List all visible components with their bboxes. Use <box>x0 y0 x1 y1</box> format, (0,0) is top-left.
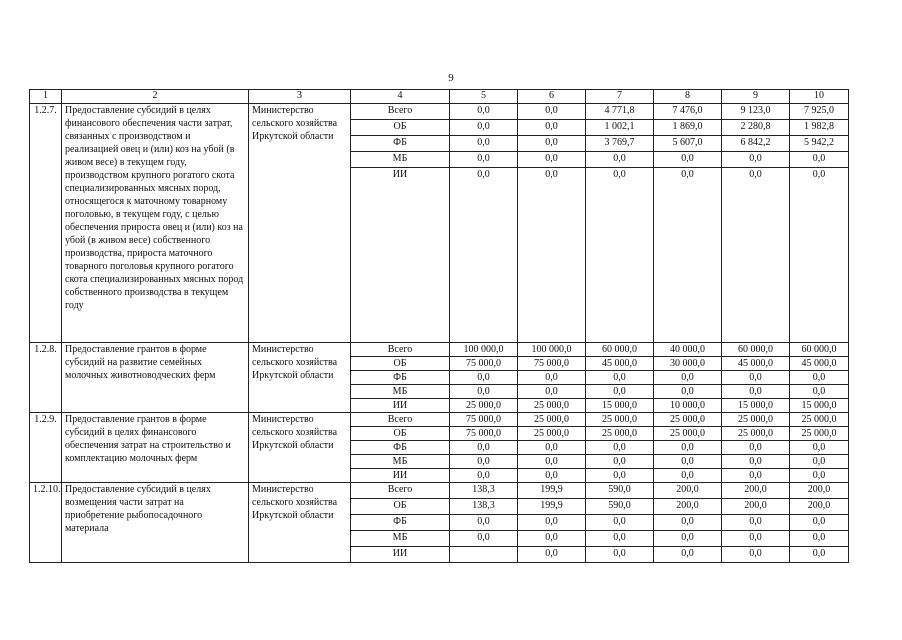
amount-cell: 15 000,0 <box>722 399 790 413</box>
item-description: Предоставление субсидий в целях возмещения части затрат на приобретение рыбопосадочного материала <box>62 483 249 563</box>
amount-cell: 25 000,0 <box>790 427 849 441</box>
amount-cell: 0,0 <box>722 469 790 483</box>
amount-cell: 40 000,0 <box>654 343 722 357</box>
amount-cell: 200,0 <box>654 499 722 515</box>
amount-cell: 138,3 <box>450 483 518 499</box>
amount-cell <box>450 547 518 563</box>
table-row <box>30 413 849 427</box>
amount-cell: 0,0 <box>722 455 790 469</box>
amount-cell: 75 000,0 <box>450 413 518 427</box>
amount-cell: 138,3 <box>450 499 518 515</box>
amount-cell: 10 000,0 <box>654 399 722 413</box>
amount-cell: 199,9 <box>518 499 586 515</box>
amount-cell: 0,0 <box>654 469 722 483</box>
amount-cell: 15 000,0 <box>790 399 849 413</box>
budget-table <box>29 89 849 563</box>
funding-source: ФБ <box>351 136 450 152</box>
amount-cell: 0,0 <box>450 455 518 469</box>
amount-cell: 0,0 <box>518 120 586 136</box>
amount-cell: 25 000,0 <box>518 413 586 427</box>
funding-source: МБ <box>351 455 450 469</box>
header-cell: 8 <box>654 90 722 104</box>
amount-cell: 30 000,0 <box>654 357 722 371</box>
amount-cell: 200,0 <box>654 483 722 499</box>
amount-cell: 15 000,0 <box>586 399 654 413</box>
amount-cell: 3 769,7 <box>586 136 654 152</box>
amount-cell: 0,0 <box>518 455 586 469</box>
amount-cell: 590,0 <box>586 499 654 515</box>
amount-cell: 0,0 <box>586 469 654 483</box>
page-number: 9 <box>448 72 454 84</box>
amount-cell: 0,0 <box>518 168 586 343</box>
amount-cell: 0,0 <box>450 104 518 120</box>
header-cell: 6 <box>518 90 586 104</box>
header-cell: 3 <box>249 90 351 104</box>
amount-cell: 0,0 <box>450 469 518 483</box>
amount-cell: 75 000,0 <box>450 427 518 441</box>
amount-cell: 0,0 <box>518 385 586 399</box>
amount-cell: 200,0 <box>790 499 849 515</box>
header-cell: 2 <box>62 90 249 104</box>
amount-cell: 60 000,0 <box>586 343 654 357</box>
amount-cell: 0,0 <box>790 371 849 385</box>
amount-cell: 0,0 <box>654 515 722 531</box>
amount-cell: 45 000,0 <box>586 357 654 371</box>
amount-cell: 0,0 <box>586 371 654 385</box>
amount-cell: 7 925,0 <box>790 104 849 120</box>
amount-cell: 0,0 <box>450 120 518 136</box>
funding-source: ФБ <box>351 441 450 455</box>
amount-cell: 2 280,8 <box>722 120 790 136</box>
item-executor: Министерство сельского хозяйства Иркутской области <box>249 483 351 563</box>
item-executor: Министерство сельского хозяйства Иркутской области <box>249 343 351 413</box>
amount-cell: 25 000,0 <box>518 427 586 441</box>
funding-source: ОБ <box>351 120 450 136</box>
amount-cell: 25 000,0 <box>586 413 654 427</box>
amount-cell: 0,0 <box>654 441 722 455</box>
amount-cell: 0,0 <box>518 531 586 547</box>
amount-cell: 25 000,0 <box>586 427 654 441</box>
item-code: 1.2.9. <box>30 413 62 483</box>
item-description: Предоставление субсидий в целях финансового обеспечения части затрат, связанных с производством и реализацией овец и (или) коз на убой (в живом весе) в текущем году, производством крупного рогатого скота специализированных мясных пород, относящегося к маточному товарному поголовью, в текущем году, с целью обеспечения прироста овец и (или) коз на убой (в живом весе) собственного производства, прироста маточного товарного поголовья крупного рогатого скота специализированных мясных пород собственного производства в текущем году <box>62 104 249 343</box>
funding-source: ИИ <box>351 469 450 483</box>
amount-cell: 0,0 <box>586 168 654 343</box>
amount-cell: 0,0 <box>790 168 849 343</box>
item-executor: Министерство сельского хозяйства Иркутской области <box>249 104 351 343</box>
amount-cell: 25 000,0 <box>790 413 849 427</box>
header-cell: 5 <box>450 90 518 104</box>
amount-cell: 0,0 <box>586 455 654 469</box>
amount-cell: 0,0 <box>518 547 586 563</box>
amount-cell: 0,0 <box>586 152 654 168</box>
table-body <box>30 90 849 563</box>
amount-cell: 0,0 <box>586 385 654 399</box>
amount-cell: 0,0 <box>722 152 790 168</box>
amount-cell: 5 942,2 <box>790 136 849 152</box>
amount-cell: 6 842,2 <box>722 136 790 152</box>
amount-cell: 0,0 <box>790 385 849 399</box>
funding-source: ИИ <box>351 168 450 343</box>
amount-cell: 25 000,0 <box>654 413 722 427</box>
amount-cell: 0,0 <box>586 547 654 563</box>
amount-cell: 200,0 <box>722 483 790 499</box>
amount-cell: 0,0 <box>722 385 790 399</box>
amount-cell: 0,0 <box>654 547 722 563</box>
item-description: Предоставление грантов в форме субсидий на развитие семейных молочных животноводческих ферм <box>62 343 249 413</box>
funding-source: Всего <box>351 343 450 357</box>
amount-cell: 60 000,0 <box>722 343 790 357</box>
amount-cell: 0,0 <box>722 371 790 385</box>
amount-cell: 0,0 <box>450 136 518 152</box>
amount-cell: 0,0 <box>518 441 586 455</box>
amount-cell: 0,0 <box>654 152 722 168</box>
item-code: 1.2.7. <box>30 104 62 343</box>
header-cell: 7 <box>586 90 654 104</box>
amount-cell: 0,0 <box>790 515 849 531</box>
amount-cell: 0,0 <box>790 455 849 469</box>
amount-cell: 1 982,8 <box>790 120 849 136</box>
header-row <box>30 90 849 104</box>
header-cell: 4 <box>351 90 450 104</box>
amount-cell: 0,0 <box>450 441 518 455</box>
amount-cell: 1 869,0 <box>654 120 722 136</box>
funding-source: ОБ <box>351 499 450 515</box>
funding-source: ИИ <box>351 547 450 563</box>
header-cell: 10 <box>790 90 849 104</box>
amount-cell: 0,0 <box>450 371 518 385</box>
amount-cell: 5 607,0 <box>654 136 722 152</box>
header-cell: 9 <box>722 90 790 104</box>
amount-cell: 0,0 <box>654 455 722 469</box>
amount-cell: 100 000,0 <box>518 343 586 357</box>
header-cell: 1 <box>30 90 62 104</box>
amount-cell: 0,0 <box>790 547 849 563</box>
amount-cell: 0,0 <box>518 371 586 385</box>
amount-cell: 0,0 <box>790 469 849 483</box>
amount-cell: 45 000,0 <box>790 357 849 371</box>
item-code: 1.2.8. <box>30 343 62 413</box>
amount-cell: 0,0 <box>450 152 518 168</box>
amount-cell: 0,0 <box>518 104 586 120</box>
amount-cell: 25 000,0 <box>722 413 790 427</box>
amount-cell: 0,0 <box>722 547 790 563</box>
amount-cell: 0,0 <box>654 385 722 399</box>
amount-cell: 0,0 <box>722 515 790 531</box>
funding-source: МБ <box>351 531 450 547</box>
amount-cell: 590,0 <box>586 483 654 499</box>
amount-cell: 0,0 <box>790 441 849 455</box>
amount-cell: 0,0 <box>518 469 586 483</box>
item-code: 1.2.10. <box>30 483 62 563</box>
amount-cell: 200,0 <box>722 499 790 515</box>
amount-cell: 0,0 <box>450 515 518 531</box>
amount-cell: 0,0 <box>518 515 586 531</box>
table-row <box>30 343 849 357</box>
amount-cell: 0,0 <box>654 168 722 343</box>
amount-cell: 4 771,8 <box>586 104 654 120</box>
amount-cell: 0,0 <box>654 531 722 547</box>
amount-cell: 0,0 <box>518 136 586 152</box>
table-row <box>30 104 849 120</box>
funding-source: МБ <box>351 385 450 399</box>
funding-source: Всего <box>351 104 450 120</box>
amount-cell: 25 000,0 <box>722 427 790 441</box>
funding-source: Всего <box>351 483 450 499</box>
amount-cell: 25 000,0 <box>450 399 518 413</box>
funding-source: ОБ <box>351 357 450 371</box>
funding-source: ФБ <box>351 515 450 531</box>
funding-source: ОБ <box>351 427 450 441</box>
amount-cell: 100 000,0 <box>450 343 518 357</box>
amount-cell: 0,0 <box>722 168 790 343</box>
amount-cell: 75 000,0 <box>450 357 518 371</box>
funding-source: Всего <box>351 413 450 427</box>
item-executor: Министерство сельского хозяйства Иркутской области <box>249 413 351 483</box>
amount-cell: 0,0 <box>450 385 518 399</box>
funding-source: ИИ <box>351 399 450 413</box>
amount-cell: 60 000,0 <box>790 343 849 357</box>
funding-source: МБ <box>351 152 450 168</box>
item-description: Предоставление грантов в форме субсидий в целях финансового обеспечения затрат на строительство и комплектацию молочных ферм <box>62 413 249 483</box>
amount-cell: 0,0 <box>518 152 586 168</box>
amount-cell: 75 000,0 <box>518 357 586 371</box>
amount-cell: 45 000,0 <box>722 357 790 371</box>
amount-cell: 0,0 <box>586 531 654 547</box>
amount-cell: 0,0 <box>790 531 849 547</box>
amount-cell: 0,0 <box>790 152 849 168</box>
amount-cell: 199,9 <box>518 483 586 499</box>
amount-cell: 25 000,0 <box>654 427 722 441</box>
amount-cell: 7 476,0 <box>654 104 722 120</box>
amount-cell: 9 123,0 <box>722 104 790 120</box>
funding-source: ФБ <box>351 371 450 385</box>
amount-cell: 200,0 <box>790 483 849 499</box>
amount-cell: 0,0 <box>722 531 790 547</box>
amount-cell: 0,0 <box>450 531 518 547</box>
table-row <box>30 483 849 499</box>
amount-cell: 0,0 <box>722 441 790 455</box>
amount-cell: 0,0 <box>586 441 654 455</box>
amount-cell: 0,0 <box>654 371 722 385</box>
amount-cell: 1 002,1 <box>586 120 654 136</box>
amount-cell: 0,0 <box>450 168 518 343</box>
amount-cell: 0,0 <box>586 515 654 531</box>
amount-cell: 25 000,0 <box>518 399 586 413</box>
